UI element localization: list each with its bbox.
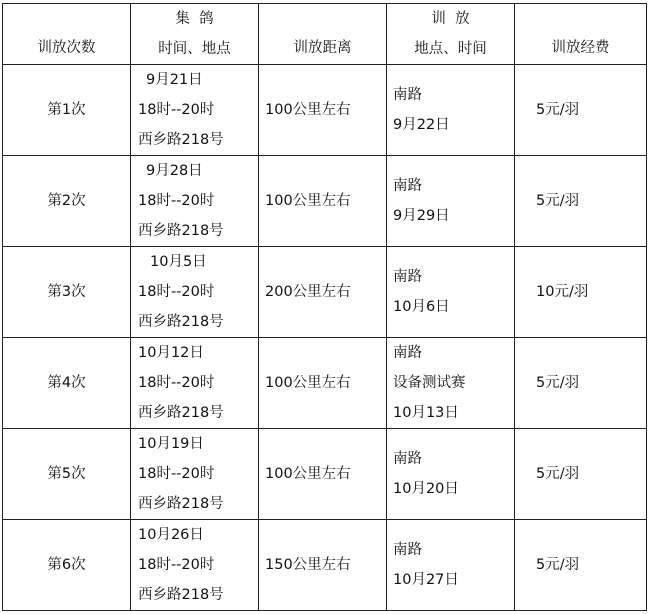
- distance-cell: 200公里左右: [259, 247, 387, 338]
- distance-cell: 100公里左右: [259, 338, 387, 429]
- table-row: [3, 338, 647, 429]
- release-place: 南路: [393, 178, 422, 194]
- release-number: 第5次: [3, 429, 131, 520]
- header-release-fee: 训放经费: [515, 4, 647, 65]
- fee-cell: 5元/羽: [515, 429, 647, 520]
- table-row: [3, 156, 647, 247]
- header-release-title: 训 放: [431, 11, 470, 27]
- release-cell: [387, 247, 515, 338]
- distance-cell: 100公里左右: [259, 65, 387, 156]
- table-row: [3, 65, 647, 156]
- release-cell: [387, 65, 515, 156]
- fee-cell: 5元/羽: [515, 156, 647, 247]
- gather-date: 10月5日: [150, 254, 207, 270]
- header-release-subtitle: 地点、时间: [414, 41, 487, 57]
- gather-time: 18时--20时: [138, 102, 215, 118]
- release-place: 南路: [393, 542, 422, 558]
- gather-cell: [131, 65, 259, 156]
- gather-place: 西乡路218号: [138, 405, 224, 421]
- release-place: 南路: [393, 345, 422, 361]
- gather-date: 10月19日: [138, 436, 204, 452]
- release-number: 第3次: [3, 247, 131, 338]
- gather-place: 西乡路218号: [138, 223, 224, 239]
- release-date: 9月29日: [393, 208, 450, 224]
- release-date: 10月27日: [393, 572, 459, 588]
- fee-cell: 5元/羽: [515, 65, 647, 156]
- gather-date: 10月12日: [138, 345, 204, 361]
- release-place: 南路: [393, 269, 422, 285]
- gather-date: 10月26日: [138, 527, 204, 543]
- fee-cell: 5元/羽: [515, 338, 647, 429]
- gather-cell: [131, 247, 259, 338]
- distance-cell: 100公里左右: [259, 429, 387, 520]
- header-gather-subtitle: 时间、地点: [158, 41, 231, 57]
- release-place: 南路: [393, 87, 422, 103]
- release-cell: [387, 156, 515, 247]
- gather-place: 西乡路218号: [138, 587, 224, 603]
- gather-time: 18时--20时: [138, 375, 215, 391]
- release-cell: [387, 520, 515, 611]
- gather-date: 9月21日: [146, 72, 203, 88]
- gather-cell: [131, 156, 259, 247]
- gather-time: 18时--20时: [138, 284, 215, 300]
- gather-time: 18时--20时: [138, 193, 215, 209]
- gather-place: 西乡路218号: [138, 132, 224, 148]
- fee-cell: 10元/羽: [515, 247, 647, 338]
- fee-cell: 5元/羽: [515, 520, 647, 611]
- distance-cell: 100公里左右: [259, 156, 387, 247]
- header-release-count: 训放次数: [3, 4, 131, 65]
- header-release-distance: 训放距离: [259, 4, 387, 65]
- distance-cell: 150公里左右: [259, 520, 387, 611]
- gather-time: 18时--20时: [138, 557, 215, 573]
- table-row: [3, 247, 647, 338]
- release-date: 10月13日: [393, 405, 459, 421]
- gather-cell: [131, 520, 259, 611]
- training-schedule-table: [2, 3, 647, 611]
- release-number: 第6次: [3, 520, 131, 611]
- gather-cell: [131, 429, 259, 520]
- header-release-place-time: [387, 4, 515, 65]
- release-number: 第2次: [3, 156, 131, 247]
- release-place: 南路: [393, 451, 422, 467]
- release-note: 设备测试赛: [393, 375, 466, 391]
- table-row: [3, 429, 647, 520]
- gather-date: 9月28日: [146, 163, 203, 179]
- release-number: 第1次: [3, 65, 131, 156]
- release-date: 10月20日: [393, 481, 459, 497]
- release-cell: [387, 338, 515, 429]
- release-date: 9月22日: [393, 117, 450, 133]
- gather-place: 西乡路218号: [138, 496, 224, 512]
- gather-place: 西乡路218号: [138, 314, 224, 330]
- gather-time: 18时--20时: [138, 466, 215, 482]
- gather-cell: [131, 338, 259, 429]
- release-number: 第4次: [3, 338, 131, 429]
- release-cell: [387, 429, 515, 520]
- table-row: [3, 520, 647, 611]
- header-row: [3, 4, 647, 65]
- header-gather-title: 集 鸽: [175, 11, 214, 27]
- release-date: 10月6日: [393, 299, 450, 315]
- header-gather-time-place: [131, 4, 259, 65]
